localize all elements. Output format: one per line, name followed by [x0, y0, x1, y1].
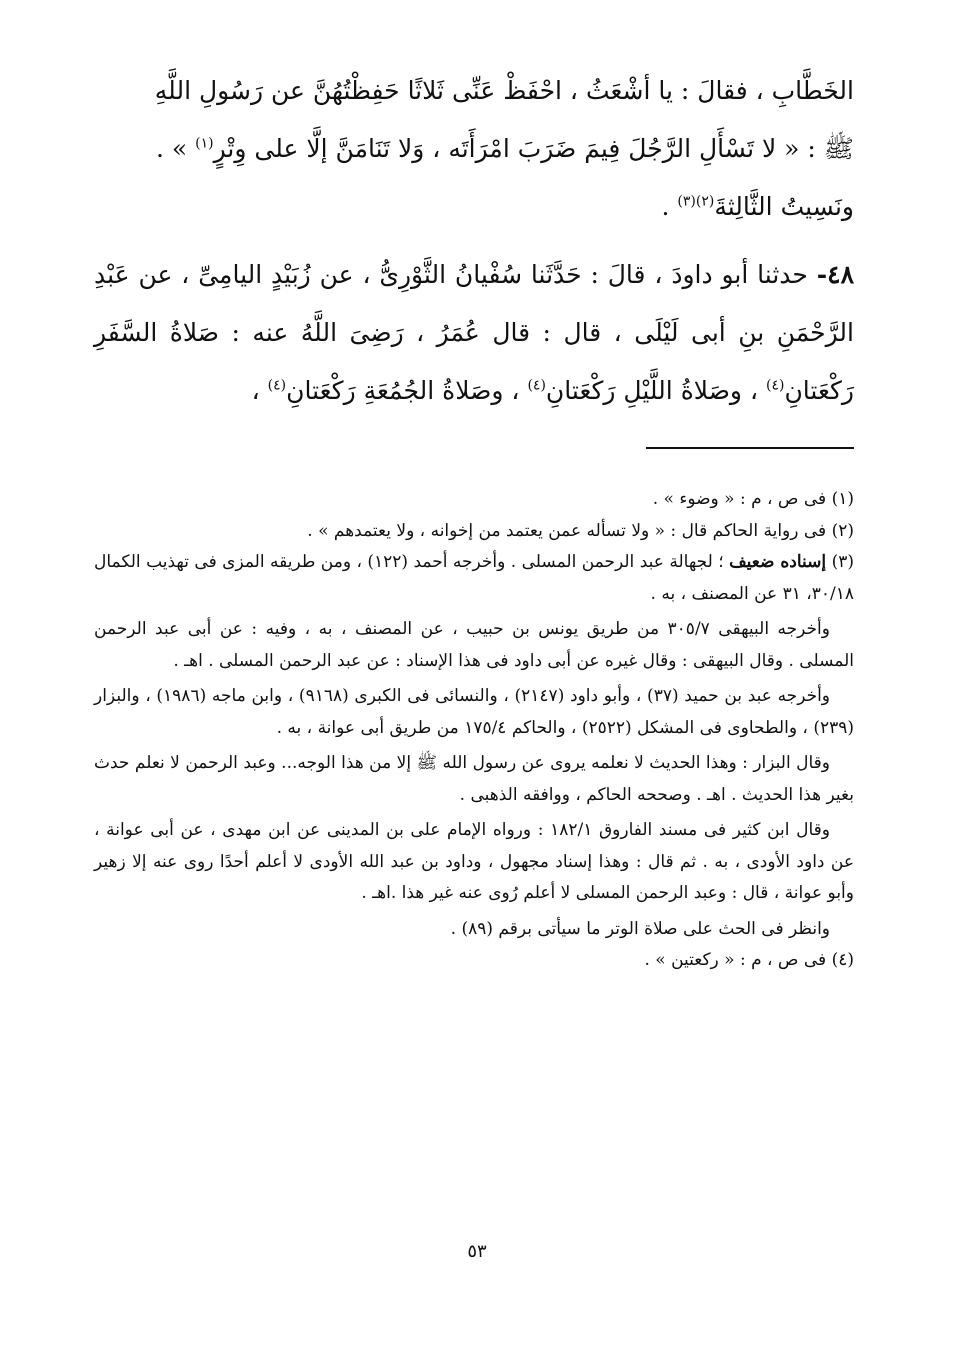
text-fragment: ونَسِيتُ الثَّالِثةَ	[714, 192, 854, 221]
text-fragment: ﷺ : « لا تَسْأَلِ الرَّجُلَ فِيمَ ضَرَبَ امْرَأَتَه ، وَلا تَنَامَنَّ إلَّا على وِتْرٍ	[213, 134, 854, 163]
footnote-paragraph-bayhaqi: وأخرجه البيهقى ٣٠٥/٧ من طريق يونس بن حبيب ، عن المصنف ، به ، وفيه : عن أبى عبد الرحمن المسلى . وقال البيهقى : وقال غيره عن أبى داود فى هذا الإسناد : عن عبد الرحمن المسلى . اهـ .	[94, 619, 854, 671]
footnotes	[94, 484, 854, 977]
footnote-3	[94, 547, 854, 610]
footnote-ref-2-3: (٢)(٣)	[677, 193, 715, 210]
footnote-1: (١) فى ص ، م : « وضوء » .	[652, 489, 854, 509]
grading-label: إسناده ضعيف	[729, 552, 827, 572]
footnote-ref-4c: (٤)	[267, 377, 287, 394]
footnote-ref-4a: (٤)	[765, 377, 785, 394]
hadith-paragraph	[94, 246, 854, 420]
text-fragment: ؛ لجهالة عبد الرحمن المسلى . وأخرجه أحمد (١٢٢) ، ومن طريقه المزى فى تهذيب الكمال ٣٠/١٨، ٣١ عن المصنف ، به .	[94, 552, 854, 604]
footnote-separator	[646, 447, 854, 449]
footnote-ref-4b: (٤)	[527, 377, 546, 394]
page-number: ٥٣	[467, 1241, 487, 1262]
footnote-paragraph-kathir: وقال ابن كثير فى مسند الفاروق ١٨٢/١ : ورواه الإمام على بن المدينى عن ابن مهدى ، عن أبى عوانة ، عن داود الأودى ، به . ثم قال : وهذا إسناد مجهول ، وداود بن عبد الله الأودى لا أعلم أحدًا روى عنه إلا زهير وأبو عوانة ، قال : وعبد الرحمن المسلى لا أعلم رُوى عنه غير هذا .اهـ .	[94, 820, 854, 903]
footnote-paragraph-abd: وأخرجه عبد بن حميد (٣٧) ، وأبو داود (٢١٤٧) ، والنسائى فى الكبرى (٩١٦٨) ، وابن ماجه (١٩٨٦) ، والبزار (٢٣٩) ، والطحاوى فى المشكل (٢٥٢٢) ، والحاكم ١٧٥/٤ من طريق أبى عوانة ، به .	[94, 686, 854, 738]
footnote-4: (٤) فى ص ، م : « ركعتين » .	[644, 950, 854, 970]
text-line-2	[94, 120, 854, 178]
text-fragment: » .	[156, 134, 196, 163]
text-fragment: الخَطَّابِ ، فقالَ : يا أشْعَثُ ، احْفَظْ عَنِّى ثَلاثًا حَفِظْتُهُنَّ عن رَسُولِ اللَّهِ	[154, 76, 854, 105]
text-fragment: ، وصَلاةُ اللَّيْلِ رَكْعَتانِ	[545, 376, 766, 405]
main-text	[94, 62, 854, 420]
hadith-number: ٤٨-	[816, 260, 854, 289]
footnote-number: (٣)	[826, 552, 854, 572]
footnote-ref-1: (١)	[195, 135, 214, 152]
text-line-3	[94, 178, 854, 236]
text-fragment: .	[661, 192, 678, 221]
text-fragment: ، وصَلاةُ الجُمُعَةِ رَكْعَتانِ	[286, 376, 528, 405]
text-fragment: حدثنا أبو داودَ ، قالَ : حَدَّثَنا سُفْيانُ الثَّوْرِىُّ ، عن زُبَيْدٍ اليامِىِّ ، عن عَبْدِ الرَّحْمَنِ بنِ أبى لَيْلَى ، قال : قال عُمَرُ ، رَضِىَ اللَّهُ عنه : صَلاةُ السَّفَرِ رَكْعَتانِ	[94, 260, 854, 405]
text-fragment: ،	[251, 376, 268, 405]
footnote-2: (٢) فى رواية الحاكم قال : « ولا تسأله عمن يعتمد من إخوانه ، ولا يعتمدهم » .	[307, 520, 854, 541]
text-line-1	[94, 62, 854, 120]
footnote-paragraph-bazzar: وقال البزار : وهذا الحديث لا نعلمه يروى عن رسول الله ﷺ إلا من هذا الوجه... وعبد الرحمن لا نعلم حدث بغير هذا الحديث . اهـ . وصححه الحاكم ، ووافقه الذهبى .	[94, 753, 854, 805]
footnote-paragraph-see: وانظر فى الحث على صلاة الوتر ما سيأتى برقم (٨٩) .	[450, 918, 830, 939]
